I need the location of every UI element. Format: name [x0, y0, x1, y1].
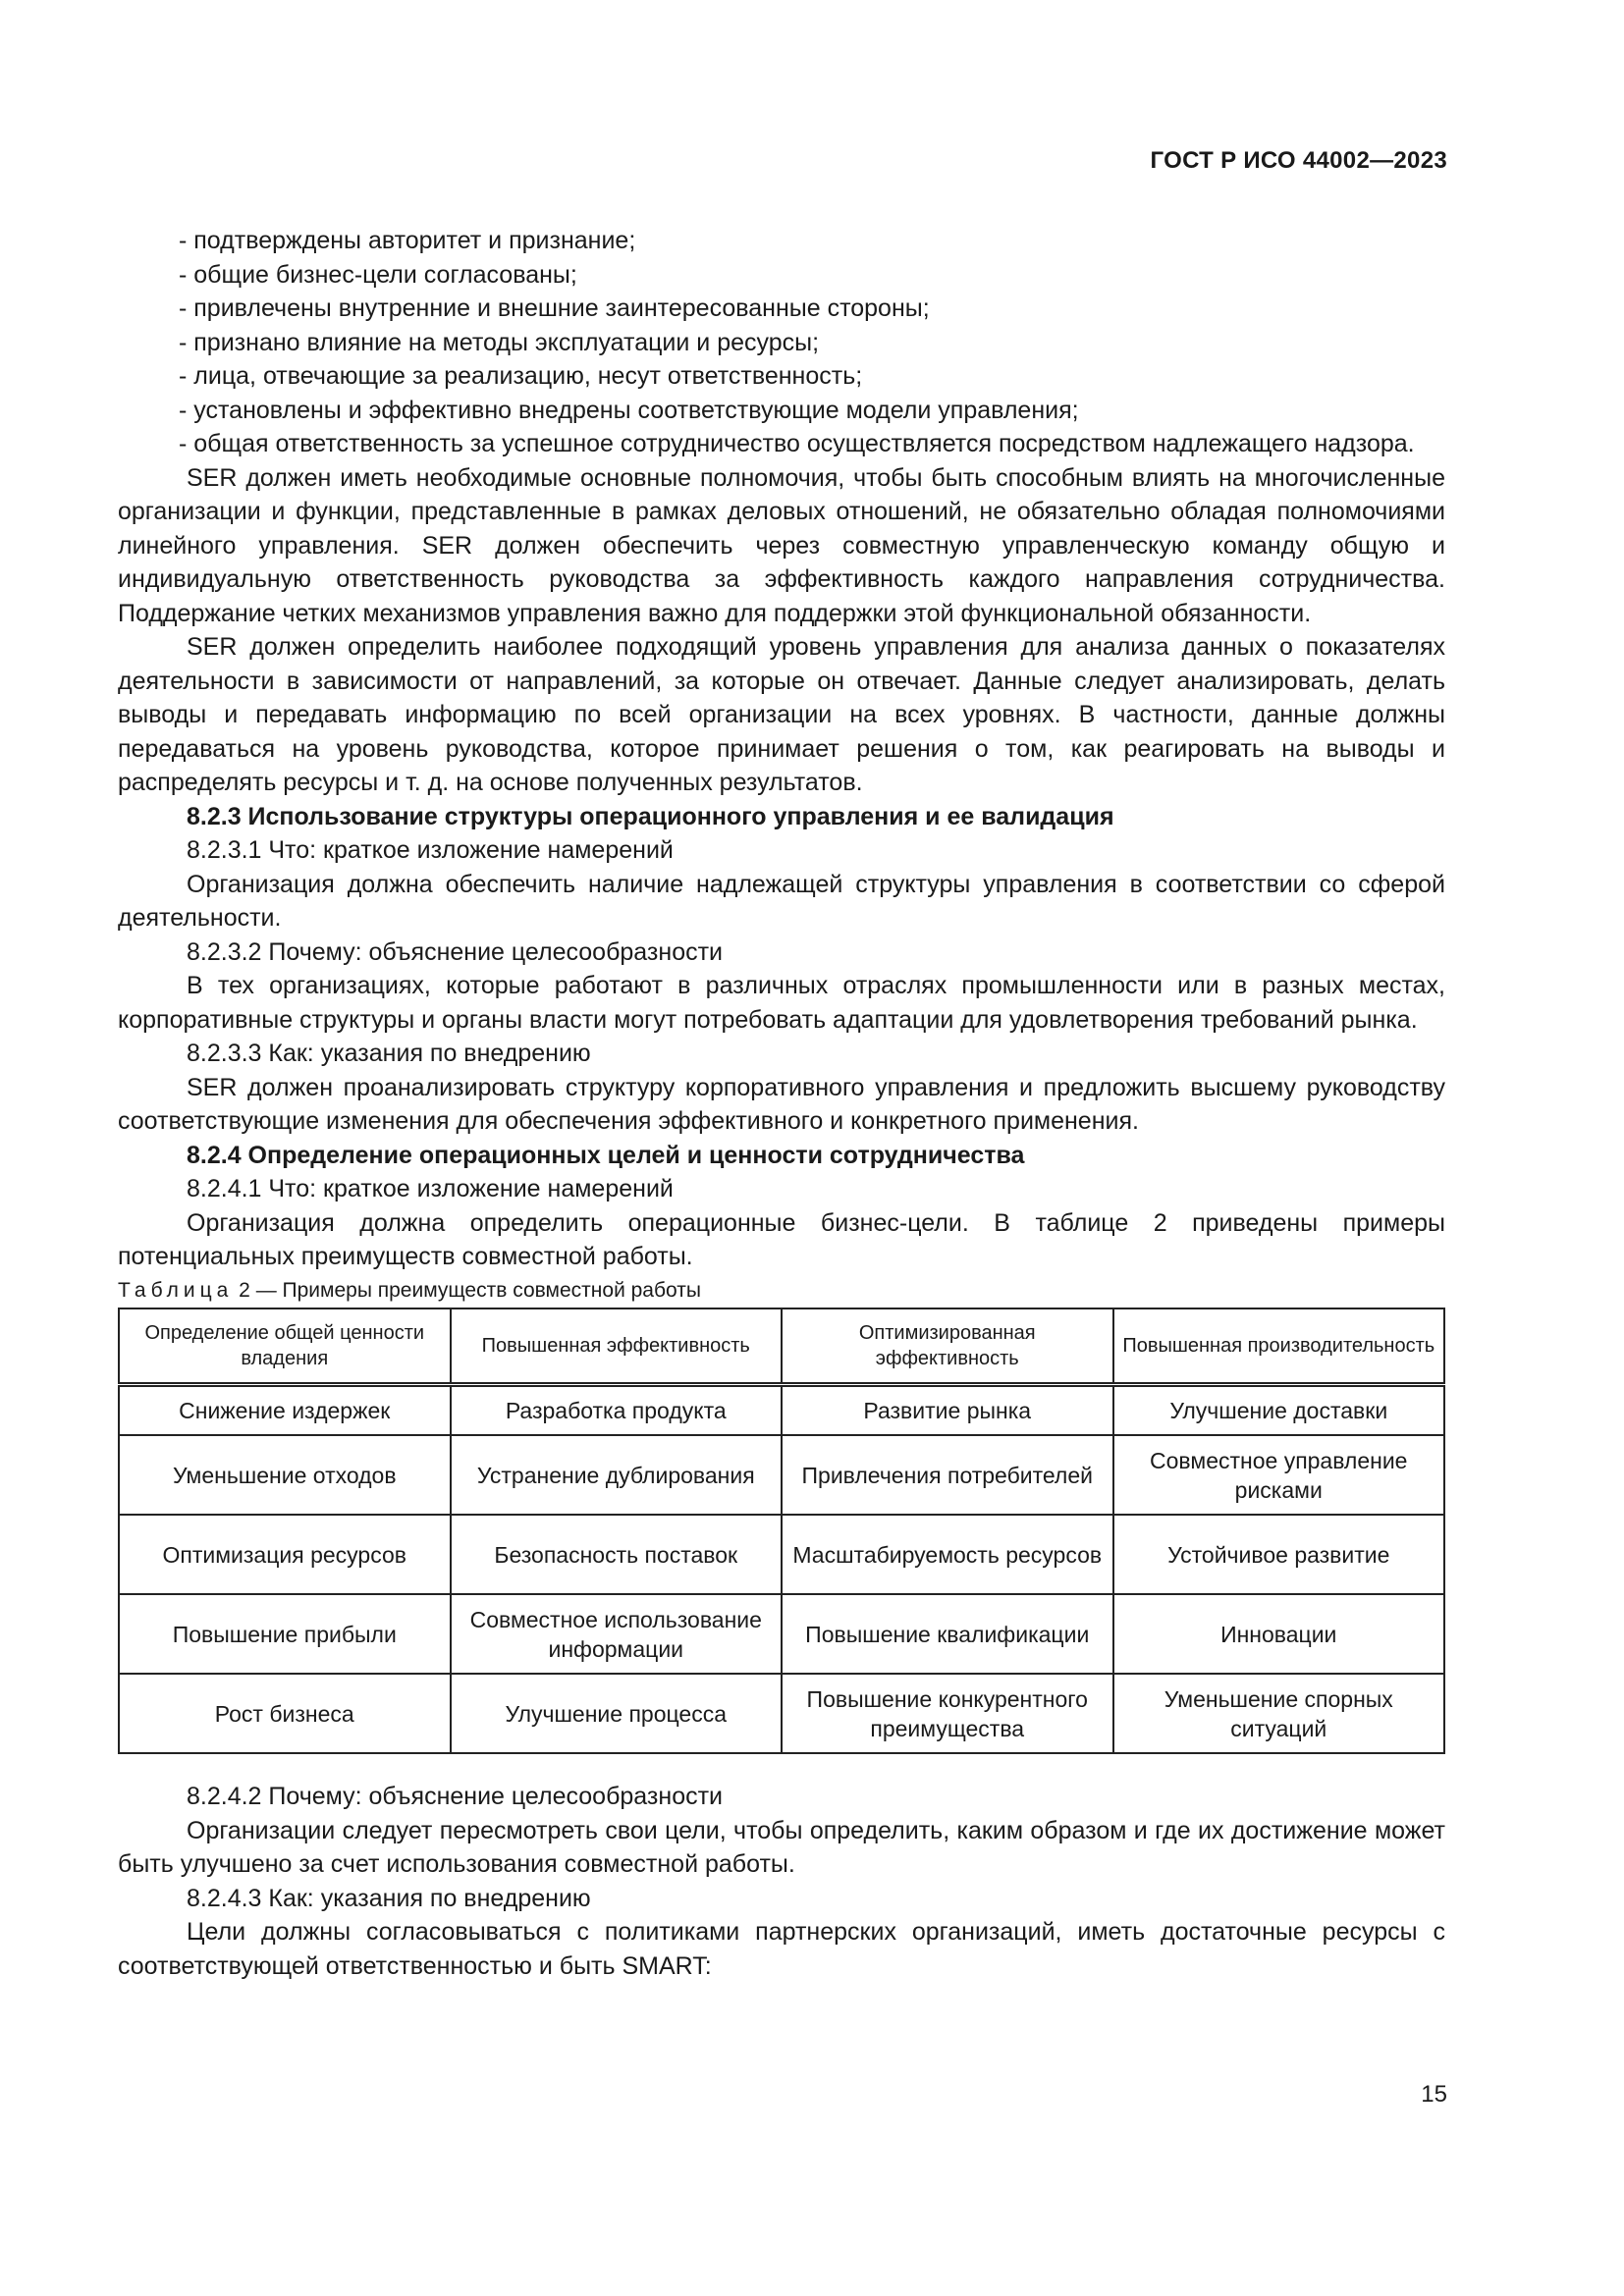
- page-number: 15: [1421, 2081, 1447, 2108]
- subsection-8-2-3-1: 8.2.3.1 Что: краткое изложение намерений: [187, 836, 674, 864]
- table-cell: Улучшение процесса: [451, 1674, 783, 1753]
- table-row: [119, 1435, 1444, 1515]
- subsection-8-2-3-2: 8.2.3.2 Почему: объяснение целесообразности: [187, 937, 724, 966]
- table-cell: Уменьшение спорных ситуаций: [1113, 1674, 1445, 1753]
- table-cell: Рост бизнеса: [119, 1674, 451, 1753]
- standard-header: ГОСТ Р ИСО 44002—2023: [1150, 147, 1447, 174]
- table-header-cell: Повышенная эффективность: [451, 1308, 783, 1385]
- table-row: [119, 1674, 1444, 1753]
- body-paragraph: Организация должна определить операционные бизнес-цели. В таблице 2 приведены примеры потенциальных преимуществ совместной работы.: [118, 1208, 1445, 1270]
- table-header-cell: Повышенная производительность: [1113, 1308, 1445, 1385]
- subsection-8-2-4-2: 8.2.4.2 Почему: объяснение целесообразности: [187, 1783, 724, 1810]
- table-caption: [118, 1274, 1445, 1308]
- table-header-cell: Определение общей ценности владения: [119, 1308, 451, 1385]
- body-paragraph: SER должен проанализировать структуру корпоративного управления и предложить высшему руководству соответствующие изменения для обеспечения эффективного и конкретного применения.: [118, 1073, 1445, 1135]
- table-cell: Устранение дублирования: [451, 1435, 783, 1515]
- section-heading-8-2-3: 8.2.3 Использование структуры операционного управления и ее валидация: [187, 802, 1114, 830]
- table-cell: Безопасность поставок: [451, 1515, 783, 1594]
- section-heading-8-2-4: 8.2.4 Определение операционных целей и ценности сотрудничества: [187, 1141, 1025, 1169]
- page-content: [118, 224, 1445, 1983]
- body-paragraph: Организации следует пересмотреть свои цели, чтобы определить, каким образом и где их достижение может быть улучшено за счет использования совместной работы.: [118, 1816, 1445, 1878]
- body-paragraph: SER должен иметь необходимые основные полномочия, чтобы быть способным влиять на многочисленные организации и функции, представленные в рамках деловых отношений, не обязательно обладая полномочиями линейного управления. SER должен обеспечить через совместную управленческую команду общую и индивидуальную ответственность руководства за эффективность каждого направления сотрудничества. Поддержание четких механизмов управления важно для поддержки этой функциональной обязанности.: [118, 463, 1445, 627]
- table-cell: Снижение издержек: [119, 1385, 451, 1436]
- table-cell: Повышение квалификации: [782, 1594, 1113, 1674]
- table-cell: Совместное управление рисками: [1113, 1435, 1445, 1515]
- table-cell: Оптимизация ресурсов: [119, 1515, 451, 1594]
- table-cell: Повышение прибыли: [119, 1594, 451, 1674]
- subsection-8-2-4-3: 8.2.4.3 Как: указания по внедрению: [187, 1884, 591, 1912]
- subsection-8-2-3-3: 8.2.3.3 Как: указания по внедрению: [187, 1040, 591, 1067]
- table-cell: Привлечения потребителей: [782, 1435, 1113, 1515]
- table-row: [119, 1515, 1444, 1594]
- bullet-item: - признано влияние на методы эксплуатации и ресурсы;: [179, 328, 820, 356]
- table-cell: Развитие рынка: [782, 1385, 1113, 1436]
- body-paragraph: Цели должны согласовываться с политиками партнерских организаций, иметь достаточные ресурсы с соответствующей ответственностью и быть SMART:: [118, 1918, 1445, 1980]
- table-cell: Разработка продукта: [451, 1385, 783, 1436]
- body-paragraph: Организация должна обеспечить наличие надлежащей структуры управления в соответствии со сферой деятельности.: [118, 870, 1445, 932]
- table-cell: Улучшение доставки: [1113, 1385, 1445, 1436]
- benefits-table: [118, 1308, 1445, 1754]
- table-header-cell: Оптимизированная эффективность: [782, 1308, 1113, 1385]
- body-paragraph: В тех организациях, которые работают в различных отраслях промышленности или в разных местах, корпоративные структуры и органы власти могут потребовать адаптации для удовлетворения требований рынка.: [118, 972, 1445, 1034]
- table-caption-title: 2 — Примеры преимуществ совместной работы: [233, 1278, 701, 1302]
- bullet-item: - общая ответственность за успешное сотрудничество осуществляется посредством надлежащего надзора.: [179, 430, 1415, 457]
- table-row: [119, 1385, 1444, 1436]
- subsection-8-2-4-1: 8.2.4.1 Что: краткое изложение намерений: [187, 1175, 674, 1202]
- body-paragraph: SER должен определить наиболее подходящий уровень управления для анализа данных о показателях деятельности в зависимости от направлений, за которые он отвечает. Данные следует анализировать, делать выводы и передавать информацию по всей организации на всех уровнях. В частности, данные должны передаваться на уровень руководства, которое принимает решения о том, как реагировать на выводы и распределять ресурсы и т. д. на основе полученных результатов.: [118, 633, 1445, 796]
- table-cell: Уменьшение отходов: [119, 1435, 451, 1515]
- table-row: [119, 1594, 1444, 1674]
- bullet-item: - лица, отвечающие за реализацию, несут ответственность;: [179, 362, 863, 390]
- bullet-item: - общие бизнес-цели согласованы;: [179, 260, 577, 289]
- bullet-item: - подтверждены авторитет и признание;: [179, 227, 636, 254]
- table-cell: Масштабируемость ресурсов: [782, 1515, 1113, 1594]
- bullet-item: - привлечены внутренние и внешние заинтересованные стороны;: [179, 294, 930, 322]
- table-cell: Инновации: [1113, 1594, 1445, 1674]
- table-cell: Повышение конкурентного преимущества: [782, 1674, 1113, 1753]
- table-caption-word: Таблица: [118, 1278, 234, 1302]
- table-cell: Совместное использование информации: [451, 1594, 783, 1674]
- table-cell: Устойчивое развитие: [1113, 1515, 1445, 1594]
- bullet-item: - установлены и эффективно внедрены соответствующие модели управления;: [179, 396, 1079, 424]
